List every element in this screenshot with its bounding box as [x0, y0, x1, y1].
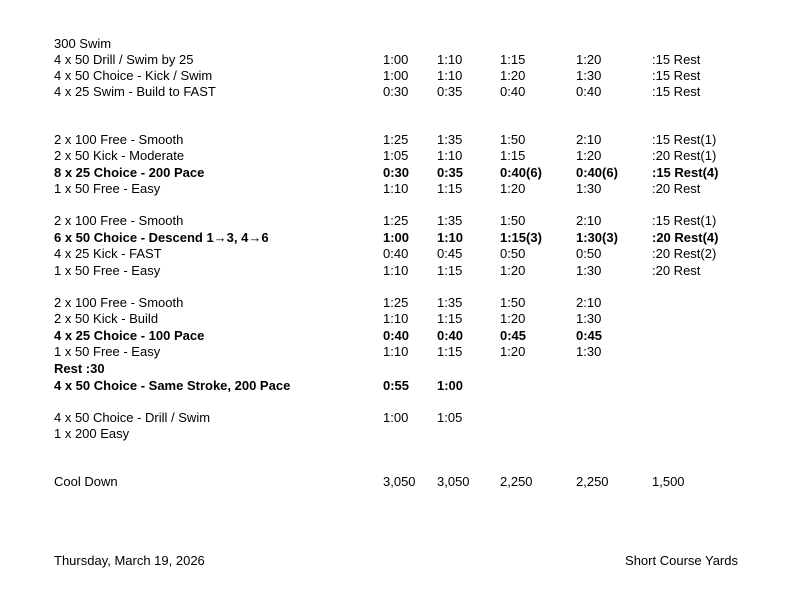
rest-value: :20 Rest: [652, 181, 701, 196]
set-description: 8 x 25 Choice - 200 Pace: [54, 165, 205, 180]
interval-2: 3,050: [437, 474, 470, 489]
interval-3: 1:20: [500, 181, 526, 196]
interval-3: 1:50: [500, 132, 526, 147]
workout-row: [0, 295, 792, 311]
set-description: 4 x 25 Choice - 100 Pace: [54, 328, 205, 343]
interval-2: 1:35: [437, 132, 463, 147]
interval-1: 0:55: [383, 378, 410, 393]
interval-1: 1:25: [383, 132, 409, 147]
interval-2: 1:35: [437, 213, 463, 228]
workout-row: [0, 148, 792, 164]
set-description: 1 x 50 Free - Easy: [54, 263, 161, 278]
workout-row: [0, 328, 792, 344]
workout-row: [0, 213, 792, 229]
interval-1: 1:10: [383, 181, 409, 196]
interval-2: 1:35: [437, 295, 463, 310]
interval-2: 1:15: [437, 263, 463, 278]
footer-course-type: Short Course Yards: [625, 553, 738, 568]
interval-1: 0:30: [383, 84, 409, 99]
interval-1: 3,050: [383, 474, 416, 489]
set-description: 300 Swim: [54, 36, 112, 51]
interval-4: 2,250: [576, 474, 609, 489]
interval-4: 1:30: [576, 344, 602, 359]
set-description: 2 x 50 Kick - Build: [54, 311, 159, 326]
interval-3: 1:20: [500, 68, 526, 83]
interval-2: 1:10: [437, 230, 464, 245]
interval-2: 0:35: [437, 84, 463, 99]
interval-1: 1:00: [383, 68, 409, 83]
interval-1: 1:25: [383, 213, 409, 228]
interval-1: 0:30: [383, 165, 410, 180]
interval-4: 0:40(6): [576, 165, 618, 180]
workout-row: [0, 181, 792, 197]
interval-3: 0:40(6): [500, 165, 542, 180]
set-description: 4 x 50 Drill / Swim by 25: [54, 52, 194, 67]
workout-row: [0, 361, 792, 377]
workout-row: [0, 165, 792, 181]
rest-value: :15 Rest(1): [652, 132, 717, 147]
interval-2: 1:15: [437, 181, 463, 196]
interval-4: 1:20: [576, 52, 602, 67]
set-description: 4 x 50 Choice - Same Stroke, 200 Pace: [54, 378, 291, 393]
set-description: 4 x 50 Choice - Kick / Swim: [54, 68, 213, 83]
workout-row: [0, 230, 792, 246]
workout-row: [0, 132, 792, 148]
set-description: Cool Down: [54, 474, 118, 489]
interval-4: 1:30: [576, 311, 602, 326]
interval-3: 0:50: [500, 246, 526, 261]
interval-2: 0:45: [437, 246, 463, 261]
workout-row: [0, 36, 792, 52]
interval-3: 1:20: [500, 263, 526, 278]
interval-4: 2:10: [576, 295, 602, 310]
interval-4: 1:30(3): [576, 230, 618, 245]
interval-3: 1:50: [500, 295, 526, 310]
interval-3: 1:15(3): [500, 230, 542, 245]
rest-value: 1,500: [652, 474, 685, 489]
interval-3: 1:20: [500, 311, 526, 326]
workout-row: [0, 246, 792, 262]
workout-row: [0, 344, 792, 360]
rest-value: :15 Rest: [652, 68, 701, 83]
set-description: 2 x 100 Free - Smooth: [54, 213, 184, 228]
set-description: 2 x 100 Free - Smooth: [54, 295, 184, 310]
rest-value: :20 Rest(2): [652, 246, 717, 261]
workout-row: [0, 84, 792, 100]
workout-row: [0, 52, 792, 68]
workout-row: [0, 263, 792, 279]
interval-3: 1:20: [500, 344, 526, 359]
interval-3: 0:40: [500, 84, 526, 99]
rest-value: :20 Rest(4): [652, 230, 719, 245]
interval-3: 1:15: [500, 148, 526, 163]
interval-4: 0:50: [576, 246, 602, 261]
interval-1: 1:25: [383, 295, 409, 310]
interval-2: 0:35: [437, 165, 464, 180]
set-description: 4 x 50 Choice - Drill / Swim: [54, 410, 211, 425]
interval-1: 1:00: [383, 52, 409, 67]
workout-row: [0, 426, 792, 442]
interval-4: 0:40: [576, 84, 602, 99]
set-description: 2 x 50 Kick - Moderate: [54, 148, 185, 163]
set-description: 4 x 25 Kick - FAST: [54, 246, 162, 261]
interval-3: 1:50: [500, 213, 526, 228]
set-description: 1 x 50 Free - Easy: [54, 181, 161, 196]
set-description: Rest :30: [54, 361, 105, 376]
interval-2: 0:40: [437, 328, 464, 343]
interval-1: 0:40: [383, 328, 410, 343]
interval-1: 0:40: [383, 246, 409, 261]
rest-value: :20 Rest: [652, 263, 701, 278]
rest-value: :15 Rest(4): [652, 165, 719, 180]
interval-2: 1:10: [437, 148, 463, 163]
interval-4: 0:45: [576, 328, 603, 343]
interval-1: 1:10: [383, 344, 409, 359]
interval-2: 1:05: [437, 410, 463, 425]
interval-4: 1:30: [576, 263, 602, 278]
workout-row: [0, 474, 792, 490]
interval-3: 1:15: [500, 52, 526, 67]
interval-2: 1:15: [437, 311, 463, 326]
set-description: 1 x 200 Easy: [54, 426, 130, 441]
rest-value: :15 Rest: [652, 84, 701, 99]
set-description: 4 x 25 Swim - Build to FAST: [54, 84, 216, 99]
interval-3: 0:45: [500, 328, 527, 343]
rest-value: :20 Rest(1): [652, 148, 717, 163]
rest-value: :15 Rest: [652, 52, 701, 67]
interval-1: 1:05: [383, 148, 409, 163]
interval-1: 1:10: [383, 311, 409, 326]
footer-date: Thursday, March 19, 2026: [54, 553, 205, 568]
workout-row: [0, 378, 792, 394]
interval-4: 2:10: [576, 132, 602, 147]
set-description: 6 x 50 Choice - Descend 1→3, 4→6: [54, 230, 269, 245]
interval-4: 1:30: [576, 181, 602, 196]
interval-4: 1:20: [576, 148, 602, 163]
set-description: 2 x 100 Free - Smooth: [54, 132, 184, 147]
interval-1: 1:00: [383, 410, 409, 425]
interval-1: 1:10: [383, 263, 409, 278]
interval-1: 1:00: [383, 230, 410, 245]
interval-2: 1:10: [437, 52, 463, 67]
interval-2: 1:15: [437, 344, 463, 359]
interval-4: 2:10: [576, 213, 602, 228]
set-description: 1 x 50 Free - Easy: [54, 344, 161, 359]
interval-4: 1:30: [576, 68, 602, 83]
interval-2: 1:00: [437, 378, 464, 393]
interval-2: 1:10: [437, 68, 463, 83]
workout-row: [0, 311, 792, 327]
interval-3: 2,250: [500, 474, 533, 489]
workout-row: [0, 68, 792, 84]
workout-row: [0, 410, 792, 426]
rest-value: :15 Rest(1): [652, 213, 717, 228]
